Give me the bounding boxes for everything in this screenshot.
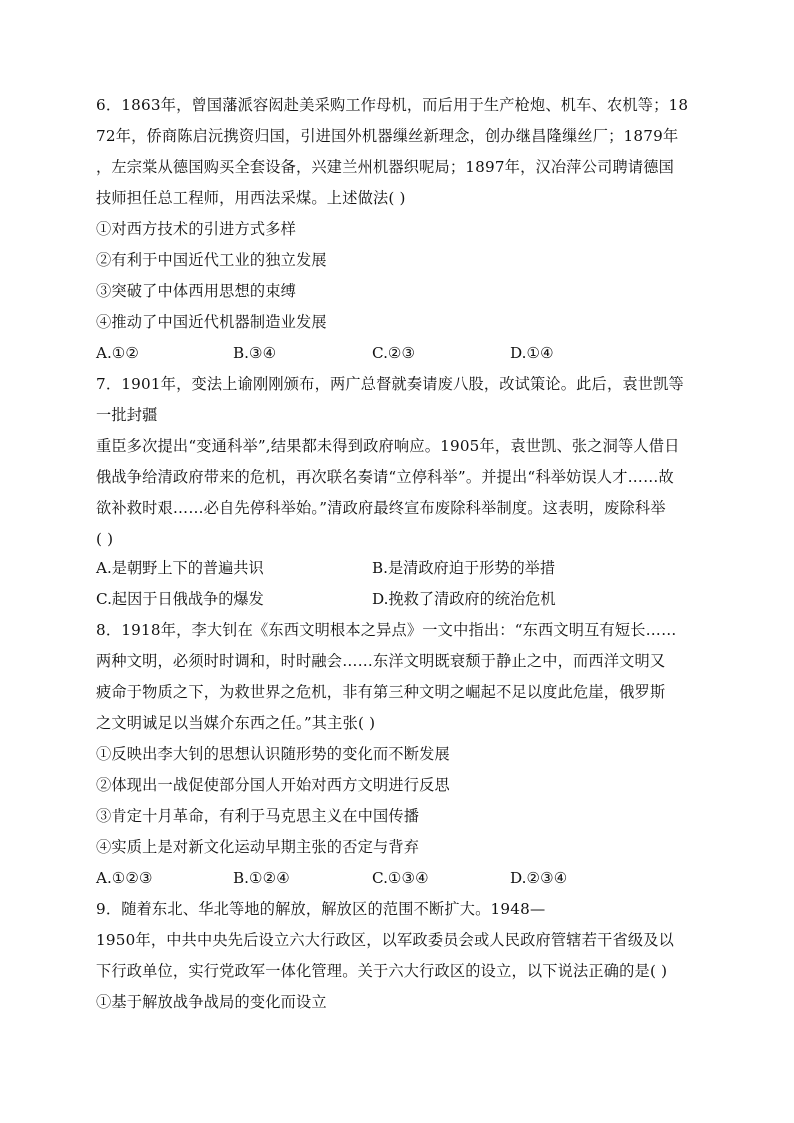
q8-options [96, 868, 716, 888]
q6-stem-line-4: 技师担任总工程师，用西法采煤。上述做法( ) [96, 189, 406, 207]
q7-option-d: D.挽救了清政府的统治危机 [372, 590, 556, 608]
q6-stem-line-1: 6．1863年，曾国藩派容闳赴美采购工作母机，而后用于生产枪炮、机车、农机等；18 [96, 96, 689, 114]
q9-stem-line-1: 9．随着东北、华北等地的解放，解放区的范围不断扩大。1948— [96, 900, 546, 918]
q9-stem-line-3: 下行政单位，实行党政军一体化管理。关于六大行政区的设立，以下说法正确的是( ) [96, 962, 668, 980]
q8-statement-3: ③肯定十月革命，有利于马克思主义在中国传播 [96, 807, 420, 825]
q7-options-row-2 [96, 589, 716, 609]
q8-option-d: D.②③④ [510, 869, 568, 887]
q6-stem-line-2: 72年，侨商陈启沅携资归国，引进国外机器缫丝新理念，创办继昌隆缫丝厂；1879年 [96, 127, 679, 145]
q7-stem-line-2: 一批封疆 [96, 406, 158, 424]
q8-statement-1: ①反映出李大钊的思想认识随形势的变化而不断发展 [96, 745, 450, 763]
q6-statement-2: ②有利于中国近代工业的独立发展 [96, 251, 327, 269]
q7-stem-line-1: 7．1901年，变法上谕刚刚颁布，两广总督就奏请废八股，改试策论。此后，袁世凯等 [96, 375, 684, 393]
q8-option-b: B.①②④ [233, 869, 290, 887]
q6-statement-1: ①对西方技术的引进方式多样 [96, 220, 297, 238]
q8-option-a: A.①②③ [96, 869, 153, 887]
q7-option-a: A.是朝野上下的普遍共识 [96, 559, 264, 577]
q8-statement-2: ②体现出一战促使部分国人开始对西方文明进行反思 [96, 776, 450, 794]
q7-stem-line-3: 重臣多次提出“变通科举”,结果都未得到政府响应。1905年，袁世凯、张之洞等人借日 [96, 437, 680, 455]
q6-option-a: A.①② [96, 344, 140, 362]
q8-stem-line-2: 两种文明，必须时时调和，时时融会……东洋文明既衰颓于静止之中，而西洋文明又 [96, 652, 666, 670]
q6-options [96, 343, 716, 363]
q7-options-row-1 [96, 558, 716, 578]
q6-option-d: D.①④ [510, 344, 554, 362]
q7-stem-line-6: ( ) [96, 530, 114, 548]
q6-stem-line-3: ，左宗棠从德国购买全套设备，兴建兰州机器织呢局；1897年，汉冶萍公司聘请德国 [96, 158, 675, 176]
q7-option-c: C.起因于日俄战争的爆发 [96, 590, 264, 608]
q7-stem-line-5: 欲补救时艰……必自先停科举始。”清政府最终宣布废除科举制度。这表明，废除科举 [96, 499, 666, 517]
q6-statement-4: ④推动了中国近代机器制造业发展 [96, 313, 327, 331]
q7-stem-line-4: 俄战争给清政府带来的危机，再次联名奏请“立停科举”。并提出“科举妨误人才……故 [96, 468, 674, 486]
q8-statement-4: ④实质上是对新文化运动早期主张的否定与背弃 [96, 838, 420, 856]
q7-option-b: B.是清政府迫于形势的举措 [372, 559, 556, 577]
q8-option-c: C.①③④ [372, 869, 429, 887]
q8-stem-line-1: 8．1918年，李大钊在《东西文明根本之异点》一文中指出：“东西文明互有短长…… [96, 621, 677, 639]
q6-option-b: B.③④ [233, 344, 277, 362]
q9-stem-line-2: 1950年，中共中央先后设立六大行政区，以军政委员会或人民政府管辖若干省级及以 [96, 931, 675, 949]
q8-stem-line-3: 疲命于物质之下，为救世界之危机，非有第三种文明之崛起不足以度此危崖，俄罗斯 [96, 683, 666, 701]
q8-stem-line-4: 之文明诚足以当媒介东西之任。”其主张( ) [96, 714, 376, 732]
q6-option-c: C.②③ [372, 344, 416, 362]
q9-statement-1: ①基于解放战争战局的变化而设立 [96, 993, 327, 1011]
q6-statement-3: ③突破了中体西用思想的束缚 [96, 282, 297, 300]
